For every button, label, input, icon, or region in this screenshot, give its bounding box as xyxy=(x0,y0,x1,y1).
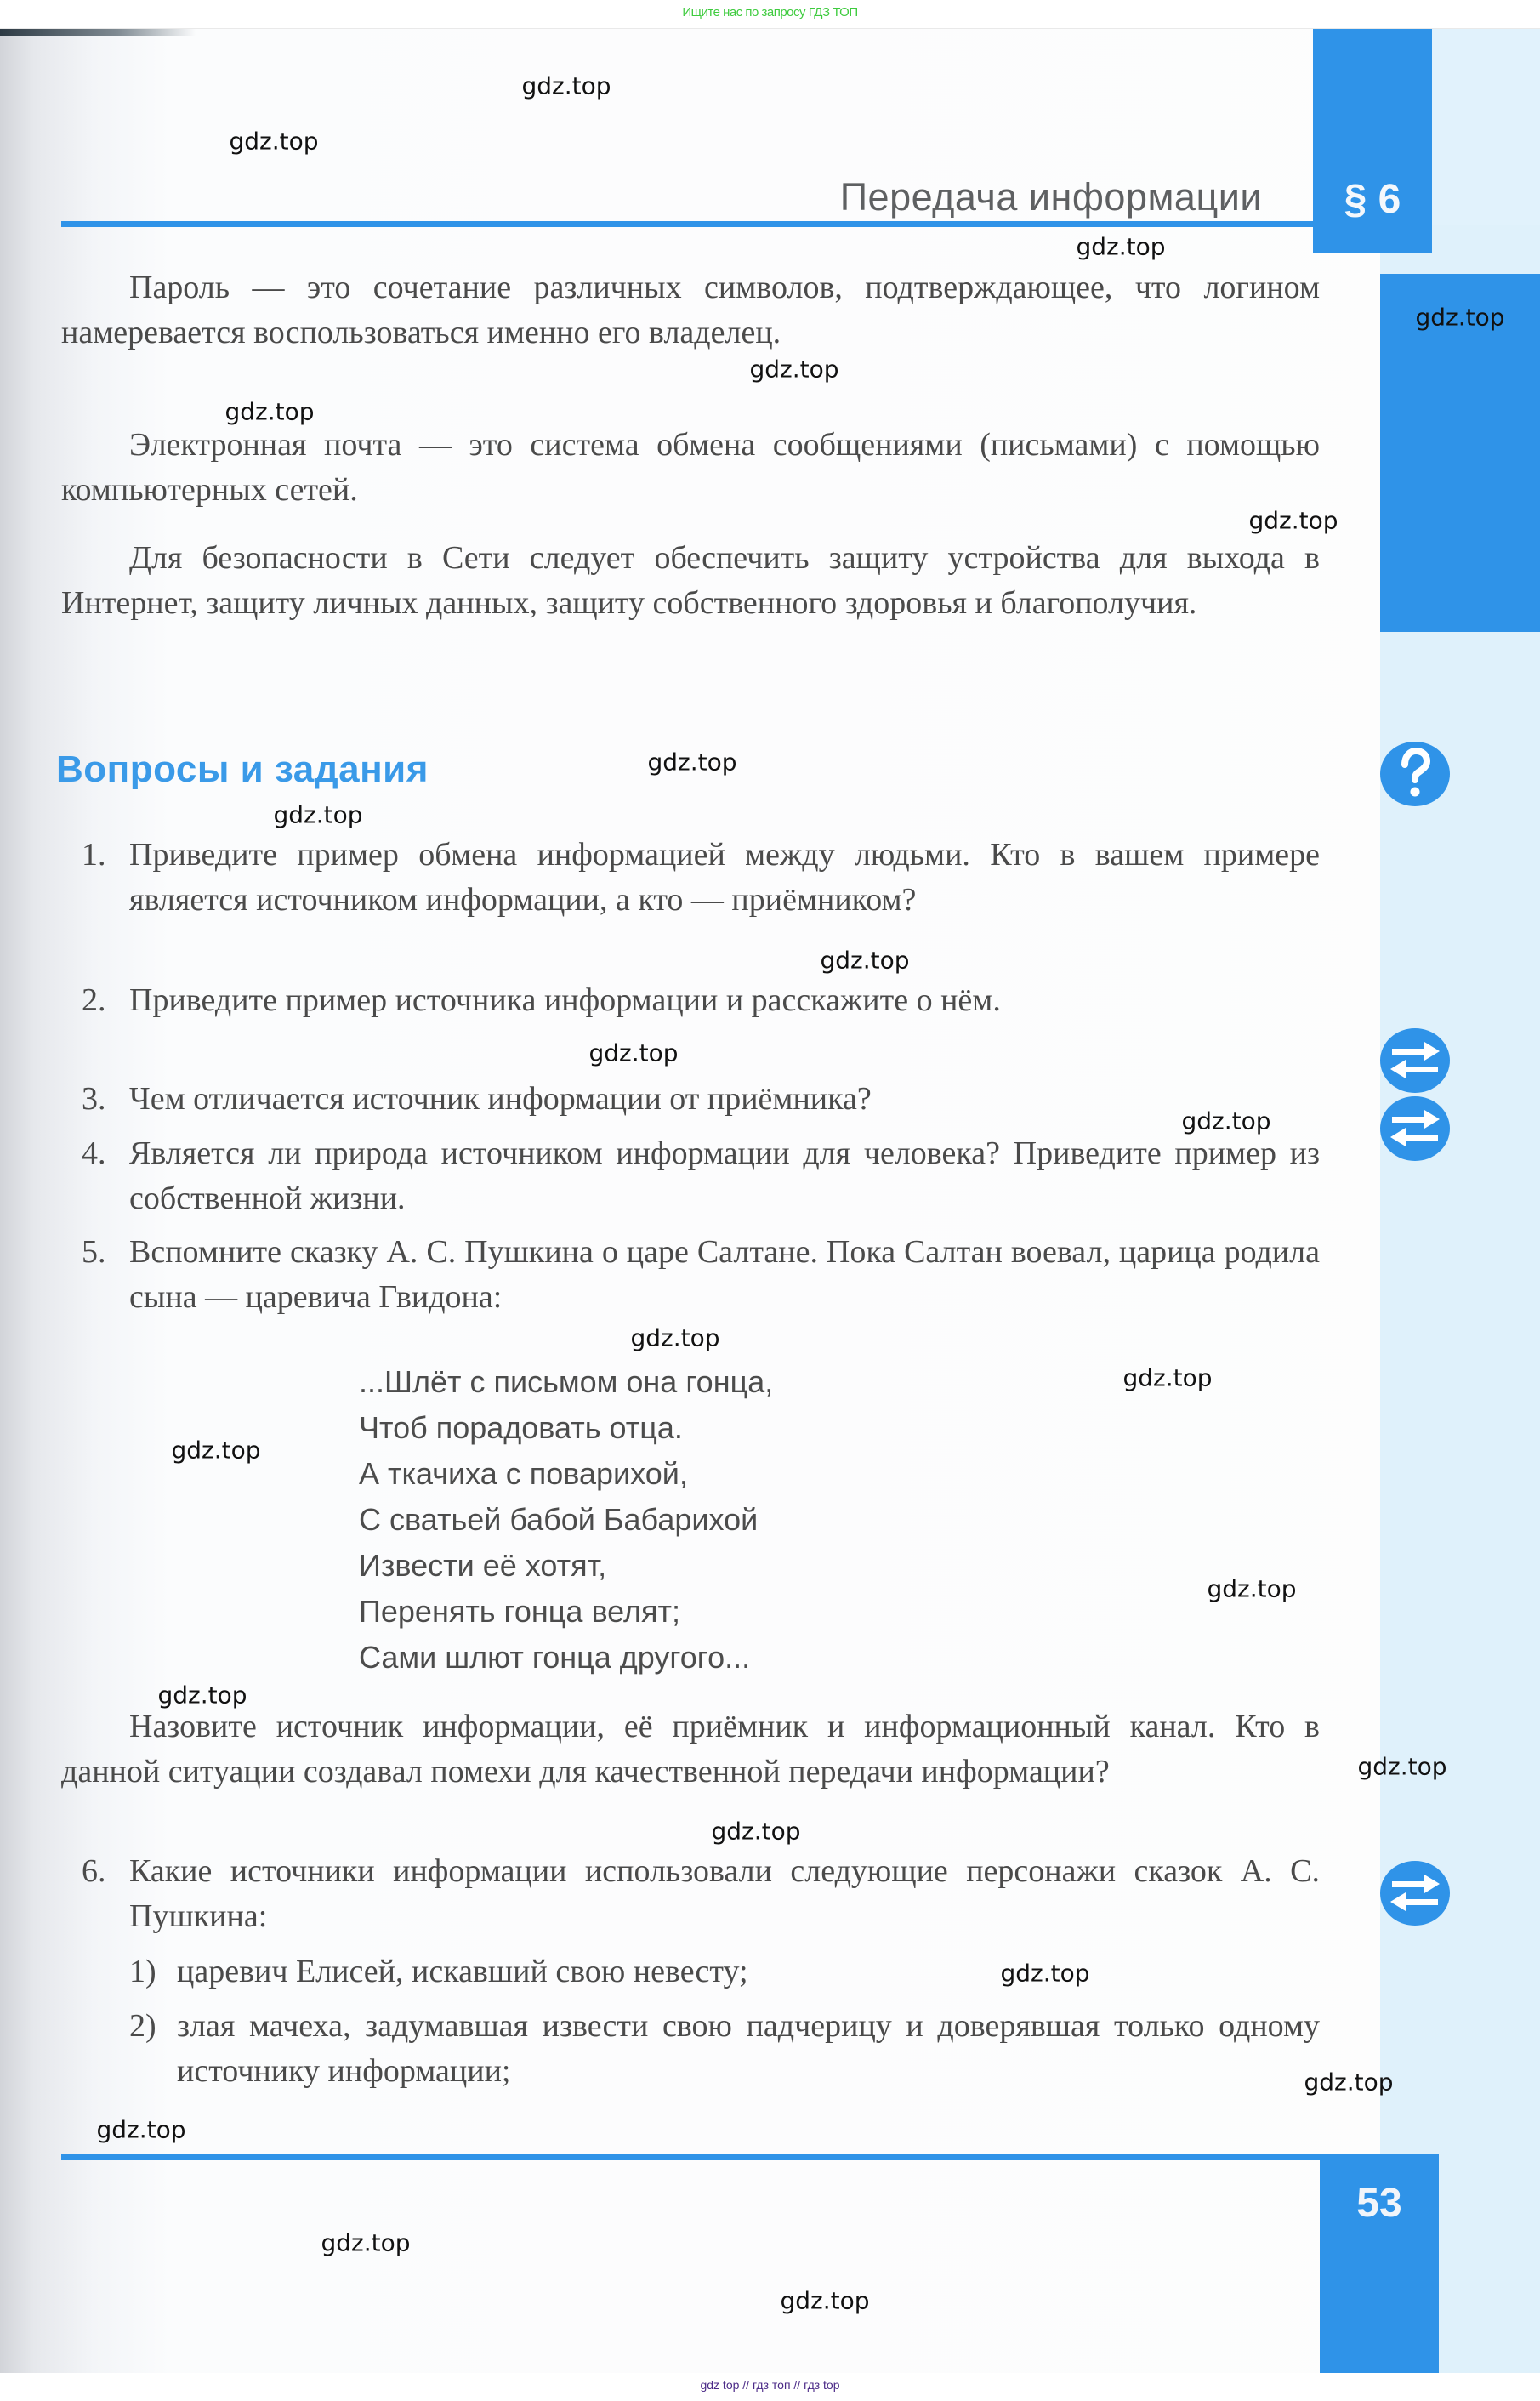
top-banner-text: Ищите нас по запросу ГДЗ ТОП xyxy=(682,5,858,20)
sub-item xyxy=(129,2004,1320,2093)
page-number-badge xyxy=(1320,2154,1439,2373)
question-text: Приведите пример источника информации и расскажите о нём. xyxy=(129,982,1001,1018)
footer-rule xyxy=(61,2154,1320,2160)
exchange-icon xyxy=(1380,1861,1450,1926)
poem-line: Извести её хотят, xyxy=(359,1548,607,1583)
question-number: 2. xyxy=(82,982,106,1018)
footer-links[interactable]: gdz top // гдз топ // гдз top xyxy=(700,2378,840,2392)
watermark-text: gdz.top xyxy=(1181,1107,1271,1135)
paragraph-password: Пароль — это сочетание различных символов, подтверждающее, что логином намеревается воспользоваться именно его владелец. xyxy=(61,270,1320,350)
question-text: Вспомните сказку А. С. Пушкина о царе Салтане. Пока Салтан воевал, царица родила сына — царевича Гвидона: xyxy=(129,1234,1320,1315)
page-edge-shadow xyxy=(0,29,196,36)
watermark-text: gdz.top xyxy=(96,2115,186,2144)
watermark-text: gdz.top xyxy=(321,2228,411,2257)
question-icon xyxy=(1380,742,1450,806)
paragraph-safety: Для безопасности в Сети следует обеспечить защиту устройства для выхода в Интернет, защиту личных данных, защиту собственного здоровья и благополучия. xyxy=(61,540,1320,621)
question-item xyxy=(82,1077,1320,1122)
watermark-text: gdz.top xyxy=(171,1436,261,1465)
header-rule xyxy=(61,221,1320,227)
question-item xyxy=(82,1131,1320,1220)
question-number: 5. xyxy=(82,1234,106,1270)
questions-heading: Вопросы и задания xyxy=(56,748,429,790)
poem-line: Чтоб порадовать отца. xyxy=(359,1410,683,1445)
question-item xyxy=(82,1849,1320,1938)
watermark-text: gdz.top xyxy=(273,800,363,829)
watermark-text: gdz.top xyxy=(1076,232,1166,261)
watermark-text: gdz.top xyxy=(647,748,737,777)
watermark-text: gdz.top xyxy=(820,946,910,975)
poem-line: А ткачиха с поварихой, xyxy=(359,1456,688,1491)
question-number: 1. xyxy=(82,837,106,873)
poem-quote xyxy=(359,1359,773,1681)
watermark-text: gdz.top xyxy=(1207,1574,1297,1603)
watermark-text: gdz.top xyxy=(711,1817,801,1846)
section-number: § 6 xyxy=(1344,177,1401,222)
watermark-text: gdz.top xyxy=(1304,2068,1394,2097)
question-text: Является ли природа источником информации для человека? Приведите пример из собственной жизни. xyxy=(129,1135,1320,1216)
sub-item-number: 1) xyxy=(129,1954,156,1989)
watermark-text: gdz.top xyxy=(780,2286,870,2315)
question-number: 3. xyxy=(82,1081,106,1117)
question-number: 6. xyxy=(82,1853,106,1889)
sub-item-text: царевич Елисей, искавший свою невесту; xyxy=(177,1954,748,1989)
watermark-text: gdz.top xyxy=(1248,506,1338,535)
watermark-text: gdz.top xyxy=(749,355,839,384)
watermark-text: gdz.top xyxy=(157,1681,247,1710)
poem-line: С сватьей бабой Бабарихой xyxy=(359,1502,759,1537)
watermark-text: gdz.top xyxy=(229,127,319,156)
section-badge xyxy=(1313,29,1432,253)
sub-item xyxy=(129,1949,1320,1994)
paragraph-email: Электронная почта — это система обмена сообщениями (письмами) с помощью компьютерных сетей. xyxy=(61,427,1320,508)
page-title: Передача информации xyxy=(839,175,1262,219)
watermark-text: gdz.top xyxy=(224,397,315,426)
watermark-text: gdz.top xyxy=(588,1038,679,1067)
poem-line: Сами шлют гонца другого... xyxy=(359,1640,751,1675)
poem-line: ...Шлёт с письмом она гонца, xyxy=(359,1364,774,1399)
watermark-text: gdz.top xyxy=(1122,1363,1213,1392)
bottom-banner xyxy=(0,2373,1540,2401)
watermark-text: gdz.top xyxy=(1357,1752,1447,1781)
question-item xyxy=(82,978,1320,1023)
page-number: 53 xyxy=(1356,2181,1402,2226)
top-banner xyxy=(0,0,1540,29)
question-item xyxy=(82,833,1320,922)
question-text: Приведите пример обмена информацией между людьми. Кто в вашем примере является источником информации, а кто — приёмником? xyxy=(129,837,1320,918)
question-text: Чем отличается источник информации от приёмника? xyxy=(129,1081,872,1117)
question-text: Какие источники информации использовали следующие персонажи сказок А. С. Пушкина: xyxy=(129,1853,1320,1934)
poem-followup: Назовите источник информации, её приёмник и информационный канал. Кто в данной ситуации создавал помехи для качественной передачи информации? xyxy=(61,1709,1320,1789)
watermark-text: gdz.top xyxy=(1415,303,1505,332)
exchange-icon xyxy=(1380,1096,1450,1161)
watermark-text: gdz.top xyxy=(521,71,611,100)
question-number: 4. xyxy=(82,1135,106,1171)
sub-item-number: 2) xyxy=(129,2008,156,2044)
sub-item-text: злая мачеха, задумавшая извести свою падчерицу и доверявшая только одному источнику информации; xyxy=(177,2008,1320,2089)
watermark-text: gdz.top xyxy=(630,1323,720,1352)
poem-line: Перенять гонца велят; xyxy=(359,1594,680,1629)
watermark-text: gdz.top xyxy=(1000,1959,1090,1988)
question-item xyxy=(82,1230,1320,1319)
exchange-icon xyxy=(1380,1028,1450,1093)
